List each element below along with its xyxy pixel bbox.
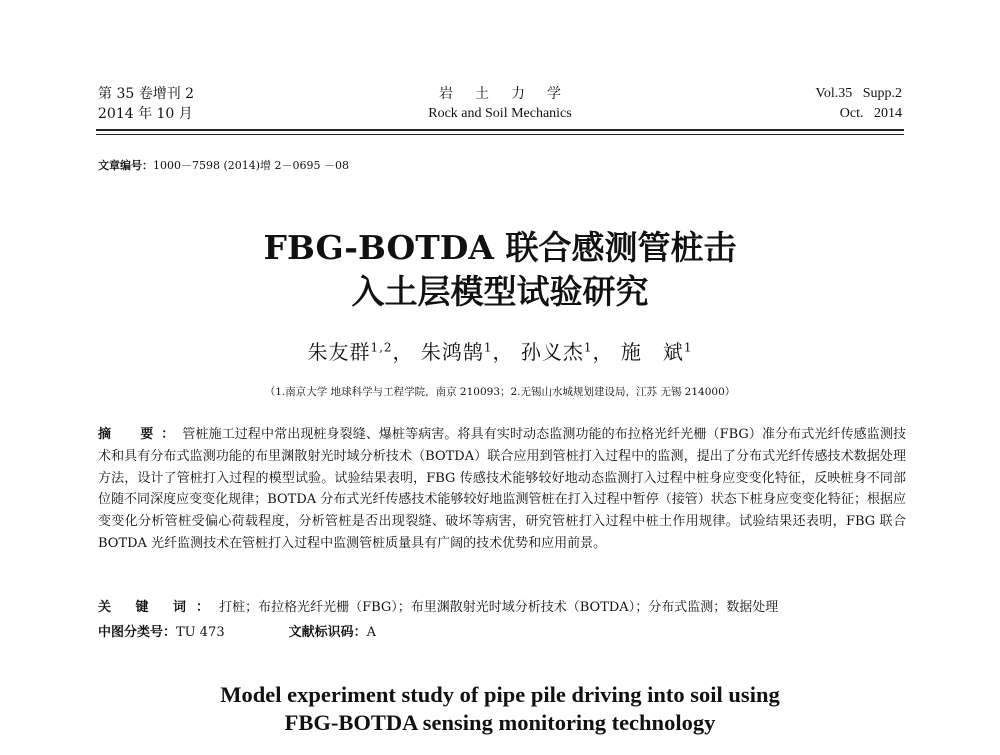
abstract (98, 424, 906, 555)
title-chinese (0, 226, 1000, 314)
title-en-line2: FBG-BOTDA sensing monitoring technology (284, 710, 716, 735)
keywords-label: 关 键 词： (98, 600, 220, 615)
article-number-value: 1000－7598 (2014)增 2－0695 －08 (153, 159, 350, 172)
title-en-line1: Model experiment study of pipe pile driving into soil using (220, 682, 780, 707)
author: 朱友群$^{1,2}$ (307, 340, 393, 364)
article-number-label: 文章编号： (98, 159, 153, 172)
article-number (98, 157, 349, 173)
volume-en: Vol.35 Supp.2 (815, 86, 902, 101)
title-english (0, 681, 1000, 737)
journal-name-en: Rock and Soil Mechanics (428, 106, 572, 121)
doc-code-value: A (366, 625, 376, 640)
header-center (355, 84, 645, 124)
author: 施 斌$^1$ (620, 340, 693, 364)
clc-label: 中图分类号： (98, 625, 177, 640)
title-cn-line1: FBG-BOTDA 联合感测管桩击 (263, 228, 737, 267)
keywords-text: 打桩；布拉格光纤光栅（FBG）；布里渊散射光时域分析技术（BOTDA）；分布式监测；数据处理 (219, 600, 779, 615)
doc-code-label: 文献标识码： (288, 625, 367, 640)
date-cn: 2014 年 10 月 (98, 106, 193, 122)
author: 朱鸿鹄$^1$ (420, 340, 493, 364)
clc-value: TU 473 (176, 625, 225, 640)
keywords (98, 596, 906, 615)
author: 孙义杰$^1$ (520, 340, 593, 364)
affiliations: （1.南京大学 地球科学与工程学院，南京 210093；2.无锡山水城规划建设局，江苏 无锡 214000） (264, 386, 736, 398)
volume-cn: 第 35 卷增刊 2 (98, 86, 195, 102)
header-right (816, 84, 902, 124)
title-cn-line2: 入土层模型试验研究 (351, 272, 649, 311)
abstract-text: 管桩施工过程中常出现桩身裂缝、爆桩等病害。将具有实时动态监测功能的布拉格光纤光栅（FBG）准分布式光纤传感监测技术和具有分布式监测功能的布里渊散射光时域分析技术（BOTDA）联合应用到管桩打入过程中的监测，提出了分布式光纤传感技术数据处理方法，设计了管桩打入过程的模型试验。试验结果表明，FBG 传感技术能够较好地动态监测打入过程中桩身应变变化特征，反映桩身不同部位随不同深度应变变化规律；BOTDA 分布式光纤传感技术能够较好地监测管桩在打入过程中暂停（接管）状态下桩身应变变化特征；根据应变变化分析管桩受偏心荷载程度，分析管桩是否出现裂缝、破坏等病害，研究管桩打入过程中桩土作用规律。试验结果还表明，FBG 联合 BOTDA 光纤监测技术在管桩打入过程中监测管桩质量具有广阔的技术优势和应用前景。 (98, 427, 906, 551)
header-rule-thin (96, 134, 904, 135)
header-left (98, 84, 194, 124)
author-list: 朱友群$^{1,2}$， 朱鸿鹄$^1$， 孙义杰$^1$， 施 斌$^1$ (307, 340, 693, 364)
classification-line (98, 621, 376, 640)
date-en: Oct. 2014 (839, 106, 902, 121)
header-rule-thick (96, 129, 904, 131)
abstract-label: 摘 要： (98, 427, 183, 442)
journal-name-cn: 岩土力学 (439, 86, 583, 102)
